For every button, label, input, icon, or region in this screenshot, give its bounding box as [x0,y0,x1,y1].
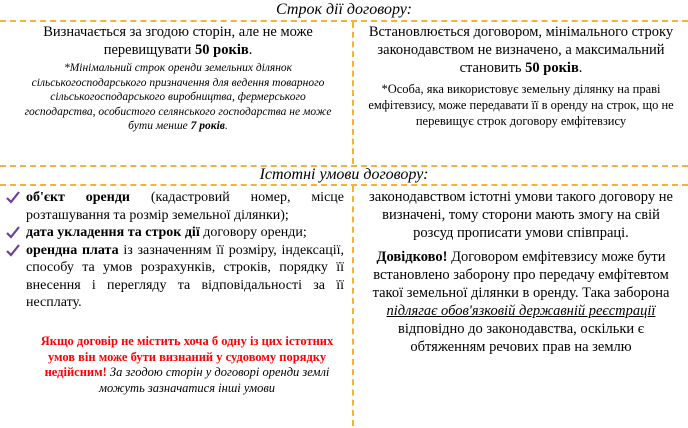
divider-top [0,20,688,22]
list-item: орендна плата із зазначенням її розміру, індексації, способу та умов розрахунків, строків, порядку її внесення і перегляду та відповідальності за її несплату. [4,242,344,312]
list-item: об'єкт оренди (кадастровий номер, місце розташування та розмір земельної ділянки); [4,189,344,224]
divider-essential [0,184,688,186]
emphyteusis-term-main: Встановлюється договором, мінімального строку законодавством не визначено, а максимальний становить 50 років. [368,24,674,76]
emphyteusis-term-note: *Особа, яка використовує земельну ділянку на праві емфітевзису, може передавати її в оренду на строк, що не перевищує строк договору емфітевзису [368,82,674,128]
lease-term-note: *Мінімальний строк оренди земельних ділянок сільськогосподарського призначення для ведення товарного сільськогосподарського виробництва, фермерського господарства, особистого селянського господарства не може бути менше 7 років. [24,62,332,132]
reference-note: Довідково! Договором емфітевзису може бути встановлено заборону про передачу емфітевтом такої земельної ділянки в оренду. Така заборона підлягає обов'язковій державній реєстрації відповідно до законодавства, оскільки є обтяженням речових прав на землю [372,249,670,355]
checkmark-icon [6,191,20,204]
list-item: дата укладення та строк дії договору оренди; [4,224,344,242]
divider-vertical-bottom [352,186,354,426]
section-title-essential: Істотні умови договору: [259,166,429,183]
checkmark-icon [6,226,20,239]
checkmark-icon [6,244,20,257]
emphyteusis-conditions-text: законодавством істотні умови такого договору не визначені, тому сторони мають змогу на свій розсуд прописати умови співпраці. [369,189,673,241]
conditions-list [4,189,344,312]
emphyteusis-term-cell [362,23,680,129]
divider-vertical-top [352,22,354,164]
emphyteusis-conditions-cell [362,188,680,362]
lease-term-main: Визначається за згодою сторін, але не може перевищувати 50 років. [43,24,313,58]
section-title-term: Строк дії договору: [276,1,412,18]
lease-term-cell [18,23,338,134]
warning-text: Якщо договір не містить хоча б одну із цих істотних умов він може бути визнаний у судовому порядку недійсним! За згодою сторін у договорі оренди землі можуть зазначатися інші умови [40,334,334,395]
